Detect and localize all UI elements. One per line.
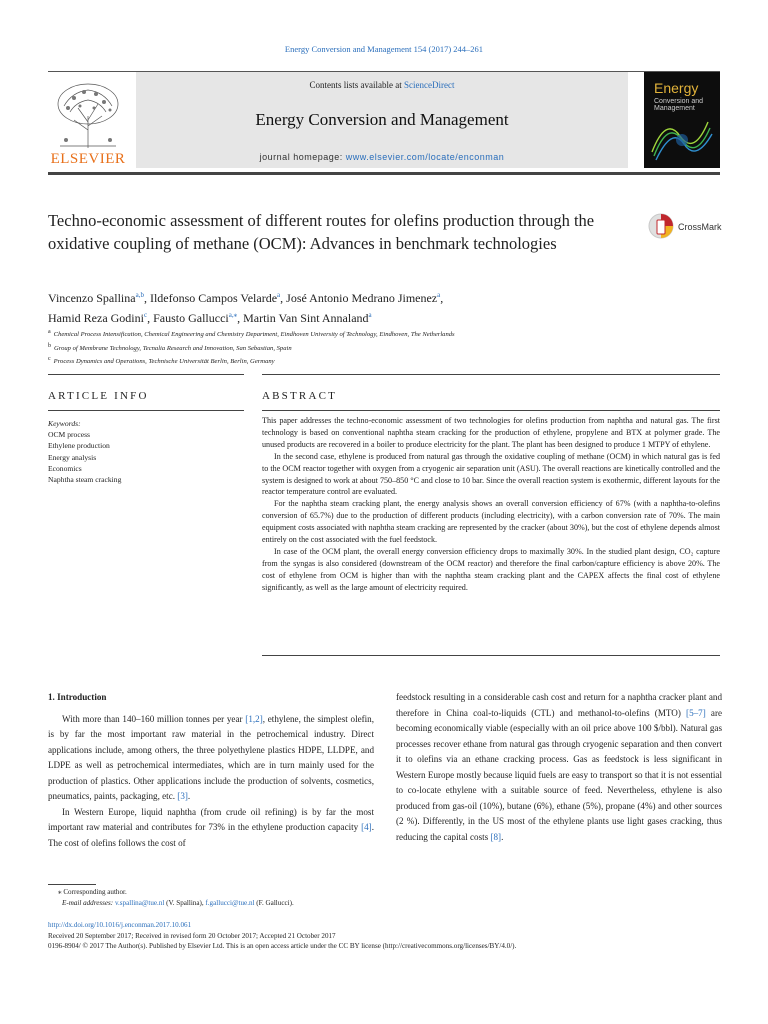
citation-link[interactable]: [1,2] [245, 713, 263, 724]
cover-subtitle: Conversion and Management [654, 98, 704, 112]
elsevier-tree-icon [54, 80, 122, 150]
affiliation-marker: b [48, 342, 51, 349]
author-name: Hamid Reza Godini [48, 311, 144, 325]
author-name: Vincenzo Spallina [48, 291, 136, 305]
body-text: , ethylene, the simplest olefin, is by far the most important raw material in the petrochemical industry. Direct applications include, among others, the three polyethylene plastics HDPE, LLDPE, and LDPE as well as petrochemical intermediates, which are in turn mainly used for the production of plastics. Other applications include the production of solvents, cosmetics, pneumatics, paints, packaging, etc. [48, 713, 375, 801]
elsevier-logo[interactable] [48, 78, 128, 170]
cover-art-icon [648, 116, 716, 164]
author-name: José Antonio Medrano Jimenez [286, 291, 438, 305]
divider [48, 410, 244, 411]
received-dates: Received 20 September 2017; Received in revised form 20 October 2017; Accepted 21 October 2017 [48, 931, 336, 940]
divider [262, 410, 720, 411]
homepage-line [136, 152, 628, 162]
author-affiliation-link[interactable]: a [368, 311, 372, 319]
body-text: . [187, 791, 191, 801]
homepage-link[interactable]: www.elsevier.com/locate/enconman [345, 152, 505, 162]
journal-reference[interactable]: Energy Conversion and Management 154 (2017) 244–261 [284, 44, 484, 54]
body-paragraph [48, 712, 374, 805]
elsevier-wordmark: ELSEVIER [50, 151, 126, 167]
citation-link[interactable]: [3] [177, 791, 188, 801]
masthead-center-panel [136, 72, 628, 168]
affiliation-item [48, 354, 688, 368]
abstract-heading: ABSTRACT [262, 390, 338, 402]
homepage-prefix: journal homepage: [259, 152, 346, 162]
citation-link[interactable]: [5–7] [686, 707, 706, 718]
body-text: . The cost of olefins follows the cost of [48, 822, 374, 848]
contents-prefix: Contents lists available at [309, 80, 404, 90]
license-text: 0196-8904/ © 2017 The Author(s). Published by Elsevier Ltd. This is an open access article under the CC BY license (http://creativecommons.org/licenses/BY/4.0/). [48, 942, 517, 950]
email-owner: (F. Gallucci). [254, 899, 294, 907]
keyword-item: Economics [48, 463, 82, 473]
email-line [48, 898, 708, 909]
keywords-label: Keywords: [48, 419, 81, 428]
author-affiliation-link[interactable]: c [143, 311, 148, 319]
keyword-item: Naphtha steam cracking [48, 475, 122, 485]
keywords-block [48, 418, 244, 485]
crossmark-icon [648, 212, 674, 242]
author-name: Fausto Gallucci [153, 311, 229, 325]
crossmark-label: CrossMark [678, 222, 722, 232]
affiliation-item [48, 327, 688, 341]
abstract-paragraph: In the second case, ethylene is produced from natural gas through the oxidative coupling of methane (OCM) in which natural gas is fed to the OCM reactor together with oxygen from a cryogenic air separation unit (ASU). The overall reactions are kinetically controlled and the system is designed to work at about 750–850 °C and close to 10 bar. Since the overall reaction system is exothermic, different layouts for the reactor temperature control are evaluated. [262, 451, 720, 497]
section-heading-introduction: 1. Introduction [48, 692, 107, 702]
email-link[interactable]: v.spallina@tue.nl [114, 899, 165, 907]
body-text: are becoming economically viable (especially with an oil price above 100 $/bbl). Natural gas processes recover ethane from natural gas through cryogenic separation and then convert it to olefins via an ethane cracking process. Gas as feedstock is less significant in Western Europe mostly because liquid fuels are easy to transport so that it is not essential to co-locate ethylene with a suitable source of feed. Nevertheless, ethylene is also produced from gas-oil (10%), butane (6%), ethane (5%), propane (4%) and other sources (2 %). Differently, in the US most of the ethylene plants use light gases cracking, thus reducing the capital costs [396, 707, 723, 842]
abstract-paragraph: In case of the OCM plant, the overall energy conversion efficiency drops to maximally 30%. In the studied plant design, CO₂ capture from the syngas is also considered (downstream of the OCM reactor) and therefore the final carbon/capture efficiency is above 20%. The cost of ethylene from OCM is higher than with the naphtha steam cracking plant and the CAPEX affects the final cost of ethylene significantly, as well as the large amount of electricity required. [262, 546, 720, 592]
citation-link[interactable]: [4] [361, 822, 372, 832]
affiliation-marker: c [48, 356, 51, 363]
body-paragraph [48, 805, 374, 852]
abstract-paragraph: This paper addresses the techno-economic assessment of two technologies for olefins production from naphtha and natural gas. The first technology is based on conventional naphtha steam cracking for the production of ethylene, propylene and BTX at polymer grade. The unused products are recovered in a boiler to produce electricity for the plant. The plant has been designed to produce 1 MTPY of ethylene. [262, 416, 720, 449]
citation-link[interactable]: [8] [490, 831, 502, 842]
affiliation-text: Chemical Process Intensification, Chemical Engineering and Chemistry Department, Eindhoven University of Technology, Eindhoven, The Netherlands [53, 331, 455, 339]
affiliation-text: Group of Membrane Technology, Tecnalia Research and Innovation, San Sebastian, Spain [54, 344, 292, 352]
publication-info [48, 920, 728, 952]
footnote-divider [48, 884, 96, 885]
cover-title: Energy [654, 80, 699, 96]
email-owner: (V. Spallina), [164, 899, 206, 907]
affiliation-item [48, 341, 688, 355]
affiliation-marker: a [48, 329, 51, 335]
keyword-item: OCM process [48, 430, 90, 440]
journal-cover-thumbnail[interactable] [644, 72, 720, 168]
divider [262, 374, 720, 375]
article-title: Techno-economic assessment of different routes for olefins production through the oxidative coupling of methane (OCM): Advances in benchmark technologies [48, 211, 595, 253]
abstract-body [262, 415, 720, 594]
affiliation-list [48, 327, 688, 368]
abstract-paragraph: For the naphtha steam cracking plant, the energy analysis shows an overall conversion efficiency of 67% (with a naphtha-to-olefins conversion of 65.7%) due to the production of different products (including electricity), with a carbon conversion rate of 70%. The main equipment costs associated with naphtha steam cracking are represented by the cracker (about 30%), but the cost of ethylene depends almost entirely on the cost associated with the fuel feedstock. [262, 499, 720, 545]
body-text: . [501, 831, 504, 842]
body-column-right [396, 690, 722, 845]
article-info-heading: ARTICLE INFO [48, 390, 149, 402]
body-text: feedstock resulting in a considerable cash cost and return for a naphtha cracker plant and therefore in China coal-to-liquids (CTL) and methanol-to-olefins (MTO) [396, 692, 722, 718]
footnotes [48, 887, 708, 909]
crossmark-badge[interactable] [648, 212, 738, 246]
divider [262, 655, 720, 656]
author-affiliation-link[interactable]: a [277, 291, 281, 299]
keyword-item: Energy analysis [48, 452, 97, 462]
author-name: Martin Van Sint Annaland [243, 311, 369, 325]
author-affiliation-link[interactable]: a,⁎ [228, 311, 238, 319]
email-link[interactable]: f.gallucci@tue.nl [205, 899, 255, 907]
body-paragraph [396, 690, 722, 845]
contents-line [136, 80, 628, 90]
author-name: Ildefonso Campos Velarde [149, 291, 278, 305]
journal-masthead [48, 71, 720, 175]
body-text: In Western Europe, liquid naphtha (from crude oil refining) is by far the most important raw material and contributes for 73% in the ethylene production capacity [48, 806, 374, 832]
corresponding-author-note: ⁎ Corresponding author. [58, 888, 127, 896]
body-text: With more than 140–160 million tonnes per year [62, 713, 246, 724]
divider [48, 374, 244, 375]
doi-link[interactable]: http://dx.doi.org/10.1016/j.enconman.2017.10.061 [48, 921, 192, 929]
affiliation-text: Process Dynamics and Operations, Technische Universität Berlin, Berlin, Germany [53, 358, 275, 366]
journal-title: Energy Conversion and Management [255, 110, 509, 129]
author-affiliation-link[interactable]: a [437, 291, 441, 299]
sciencedirect-link[interactable]: ScienceDirect [404, 80, 455, 90]
email-label: E-mail addresses: [62, 899, 115, 907]
author-list: Vincenzo Spallina$^{a,b}$, Ildefonso Campos Velarde$^a$, José Antonio Medrano Jimenez$^a$, Hamid Reza Godini$^c$, Fausto Gallucci$^{a,⁎}$, Martin Van Sint Annaland$^a$ [48, 291, 444, 325]
author-affiliation-link[interactable]: a,b [135, 291, 144, 299]
keyword-item: Ethylene production [48, 441, 110, 451]
body-column-left [48, 690, 374, 851]
